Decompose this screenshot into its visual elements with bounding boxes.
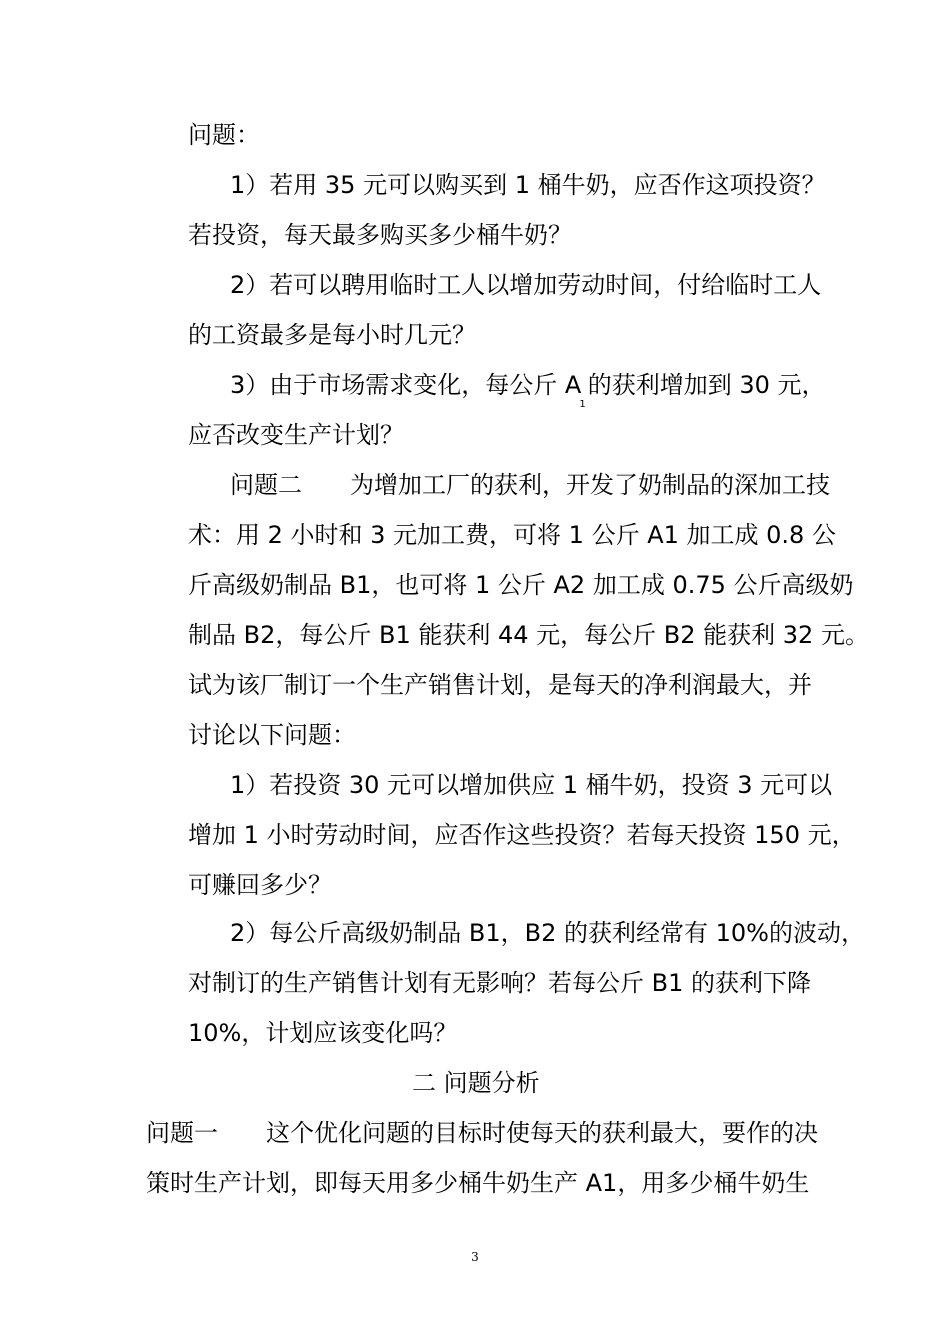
question-2-line-1: 2）若可以聘用临时工人以增加劳动时间，付给临时工人 <box>230 271 822 299</box>
question-3-line-1 <box>230 370 826 410</box>
page-number: 3 <box>471 1250 479 1264</box>
question-1-line-1: 1）若用 35 元可以购买到 1 桶牛奶，应否作这项投资？ <box>230 171 826 199</box>
sub-question-1-line-3: 可赚回多少？ <box>188 871 332 899</box>
problem-two-line-3: 斤高级奶制品 B1，也可将 1 公斤 A2 加工成 0.75 公斤高级奶 <box>188 571 854 599</box>
problem-two-line-4: 制品 B2，每公斤 B1 能获利 44 元，每公斤 B2 能获利 32 元。 <box>188 621 869 649</box>
problem-two-line-5: 试为该厂制订一个生产销售计划，是每天的净利润最大，并 <box>188 671 812 699</box>
sub-question-1-line-1: 1）若投资 30 元可以增加供应 1 桶牛奶，投资 3 元可以 <box>230 771 833 799</box>
subscript-1: 1 <box>579 399 586 410</box>
problem-two-line-6: 讨论以下问题： <box>188 721 356 749</box>
question-3-text-after: 的获利增加到 30 元， <box>587 371 826 399</box>
problem-two-line-2: 术：用 2 小时和 3 元加工费，可将 1 公斤 A1 加工成 0.8 公 <box>188 521 836 549</box>
question-2-line-2: 的工资最多是每小时几元？ <box>188 321 476 349</box>
question-3-text-before: 3）由于市场需求变化，每公斤 A <box>230 371 582 399</box>
section-heading-analysis: 二 问题分析 <box>412 1069 540 1097</box>
analysis-line-1: 问题一 这个优化问题的目标时使每天的获利最大，要作的决 <box>146 1119 818 1147</box>
sub-question-2-line-1: 2）每公斤高级奶制品 B1，B2 的获利经常有 10%的波动， <box>230 919 865 947</box>
analysis-line-2: 策时生产计划，即每天用多少桶牛奶生产 A1，用多少桶牛奶生 <box>146 1169 810 1197</box>
heading-questions: 问题： <box>188 121 260 149</box>
problem-two-line-1: 问题二 为增加工厂的获利，开发了奶制品的深加工技 <box>230 471 830 499</box>
question-3-line-2: 应否改变生产计划？ <box>188 421 404 449</box>
sub-question-2-line-3: 10%，计划应该变化吗？ <box>188 1019 458 1047</box>
question-1-line-2: 若投资，每天最多购买多少桶牛奶？ <box>188 221 572 249</box>
sub-question-2-line-2: 对制订的生产销售计划有无影响？若每公斤 B1 的获利下降 <box>188 969 811 997</box>
sub-question-1-line-2: 增加 1 小时劳动时间，应否作这些投资？若每天投资 150 元， <box>188 821 856 849</box>
